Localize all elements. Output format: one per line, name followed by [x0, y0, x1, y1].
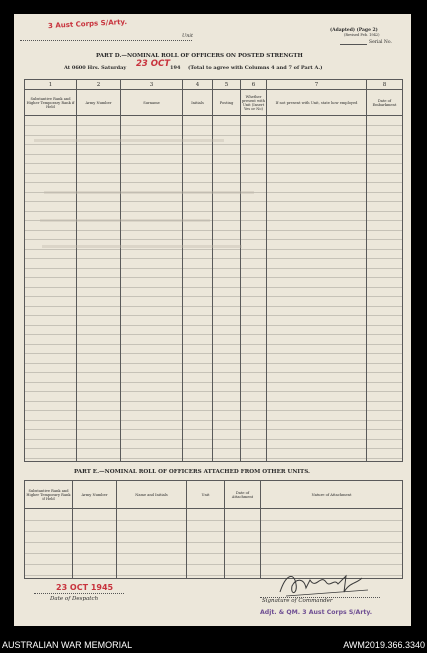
caption-left: AUSTRALIAN WAR MEMORIAL — [2, 640, 133, 650]
col-num: 5 — [213, 80, 241, 90]
col-num: 2 — [77, 80, 121, 90]
col-header: Posting — [213, 90, 241, 116]
col-header: Substantive Rank and Higher Temporary Rank if Held — [25, 90, 77, 116]
despatch-line — [34, 593, 124, 594]
part-e-body-row — [25, 509, 403, 579]
body-cell[interactable] — [25, 509, 73, 579]
serial-line — [340, 44, 367, 45]
part-d-table — [24, 79, 403, 462]
body-cell[interactable] — [225, 509, 261, 579]
handwritten-signature — [276, 570, 376, 600]
document-page — [14, 14, 411, 626]
col-header: Army Number — [77, 90, 121, 116]
body-cell[interactable] — [73, 509, 117, 579]
col-num: 8 — [367, 80, 403, 90]
col-header: Unit — [187, 481, 225, 509]
unit-stamp: 3 Aust Corps S/Arty. — [47, 17, 128, 31]
part-d-at-line: At 0600 Hrs. Saturday — [64, 65, 127, 71]
part-e-title: PART E.—NOMINAL ROLL OF OFFICERS ATTACHED FROM OTHER UNITS. — [74, 469, 311, 475]
signature-stamp: Adjt. & QM. 3 Aust Corps S/Arty. — [260, 609, 373, 616]
col-num: 7 — [267, 80, 367, 90]
signature-label: Signature of Commander — [262, 598, 333, 604]
unit-label: Unit — [182, 33, 194, 39]
col-header: Initials — [183, 90, 213, 116]
col-header: Date of Embarkment — [367, 90, 403, 116]
part-d-title: PART D.—NOMINAL ROLL OF OFFICERS ON POSTED STRENGTH — [96, 53, 303, 59]
col-header: Nature of Attachment — [261, 481, 403, 509]
body-cell[interactable] — [117, 509, 187, 579]
part-d-number-row — [25, 80, 403, 90]
part-d-total-note: (Total to agree with Columns 4 and 7 of Part A.) — [188, 65, 323, 71]
col-header: Army Number — [73, 481, 117, 509]
col-header: If not present with Unit, state how employed — [267, 90, 367, 116]
body-cell[interactable] — [367, 116, 403, 462]
col-num: 1 — [25, 80, 77, 90]
show-through-marks — [34, 139, 314, 269]
col-header: Surname — [121, 90, 183, 116]
col-header: Date of Attachment — [225, 481, 261, 509]
part-d-date-stamp: 23 OCT — [136, 59, 171, 69]
part-e-header-row — [25, 481, 403, 509]
col-num: 3 — [121, 80, 183, 90]
caption-bar — [0, 639, 427, 653]
adapted-note: (Adapted) (Page 2) — [330, 28, 378, 33]
col-header: Substantive Rank and Higher Temporary Rank if Held — [25, 481, 73, 509]
caption-right: AWM2019.366.3340 — [343, 640, 425, 650]
col-num: 4 — [183, 80, 213, 90]
despatch-date-stamp: 23 OCT 1945 — [56, 583, 114, 592]
col-header: Name and Initials — [117, 481, 187, 509]
col-num: 6 — [241, 80, 267, 90]
serial-label: Serial No. — [369, 40, 392, 45]
body-cell[interactable] — [261, 509, 403, 579]
body-cell[interactable] — [187, 509, 225, 579]
revised-note: (Revised Feb. 1942) — [344, 33, 380, 37]
col-header: Whether present with Unit (Insert Yes or No) — [241, 90, 267, 116]
despatch-label: Date of Despatch — [50, 596, 99, 602]
part-d-header-row — [25, 90, 403, 116]
unit-line — [20, 40, 192, 41]
part-d-year: 194 — [170, 65, 181, 71]
part-e-table — [24, 480, 403, 579]
